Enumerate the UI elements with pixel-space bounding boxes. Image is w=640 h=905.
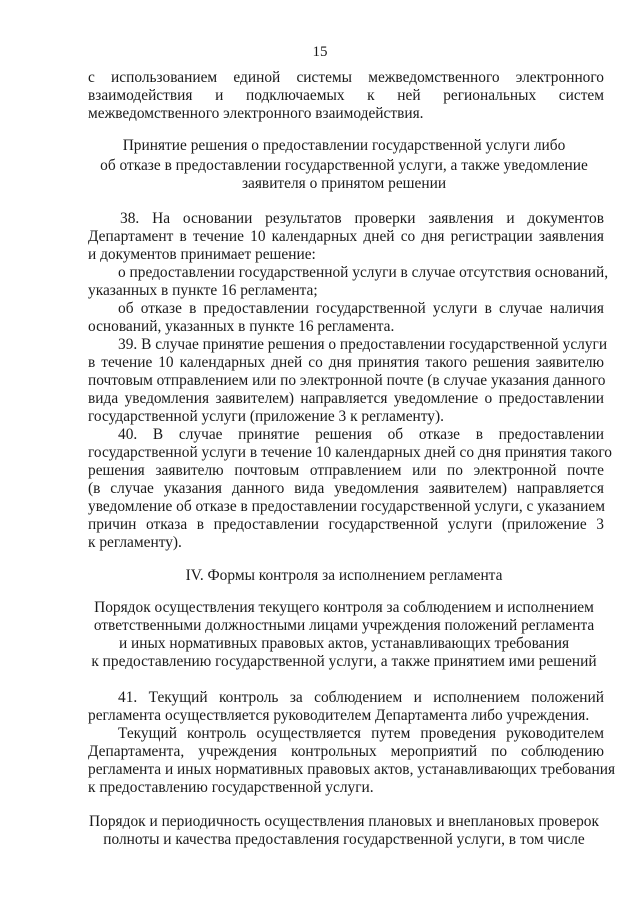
text-line: государственной услуги в течение 10 календарных дней со дня принятия такого (88, 444, 613, 461)
text-line: к регламенту). (88, 534, 182, 551)
text-line: об отказе в предоставлении государственной услуги в случае наличия (118, 300, 604, 317)
text-line: регламента осуществляется руководителем Департамента либо учреждения. (88, 707, 590, 724)
text-line: (в случае указания данного вида уведомления заявителем) направляется (88, 480, 604, 497)
text-line: 38. На основании результатов проверки заявления и документов (120, 210, 604, 227)
text-line: почтовым отправлением или по электронной почте (в случае указания данного (88, 372, 606, 389)
text-line: вида уведомления заявителем) направляется уведомление о предоставлении (88, 390, 604, 407)
text-line: указанных в пункте 16 регламента; (88, 282, 318, 299)
text-line: о предоставлении государственной услуги в случае отсутствия оснований, (118, 264, 609, 281)
text-line: в течение 10 календарных дней со дня принятия такого решения заявителю (88, 354, 604, 371)
section-heading-line: Порядок осуществления текущего контроля за соблюдением и исполнением (94, 599, 594, 616)
text-line: причин отказа в предоставлении государственной услуги (приложение 3 (88, 516, 604, 533)
text-line: Текущий контроль осуществляется путем проведения руководителем (118, 725, 604, 742)
text-line: 39. В случае принятие решения о предоставлении государственной услуги (118, 336, 608, 353)
text-line: регламента и иных нормативных правовых актов, устанавливающих требования (88, 761, 616, 778)
text-line: государственной услуги (приложение 3 к регламенту). (88, 408, 444, 425)
text-line: Департамента, учреждения контрольных мероприятий по соблюдению (88, 743, 604, 760)
text-line: взаимодействия и подключаемых к ней региональных систем (88, 87, 604, 104)
section-heading-line: ответственными должностными лицами учреждения положений регламента (93, 617, 595, 634)
text-line: решения заявителю почтовым отправлением или по электронной почте (88, 462, 604, 479)
text-line: с использованием единой системы межведомственного электронного (88, 69, 604, 86)
text-line: 40. В случае принятие решения об отказе в предоставлении (118, 426, 604, 443)
section-heading-line: Порядок и периодичность осуществления плановых и внеплановых проверок (89, 813, 599, 830)
text-line: к предоставлению государственной услуги. (88, 779, 374, 796)
text-line: оснований, указанных в пункте 16 регламента. (88, 318, 395, 335)
text-line: 41. Текущий контроль за соблюдением и исполнением положений (118, 689, 604, 706)
text-line: и документов принимает решение: (88, 246, 316, 263)
section-heading-line: Принятие решения о предоставлении государственной услуги либо (122, 137, 566, 154)
page-number: 15 (312, 44, 328, 60)
text-line: уведомление об отказе в предоставлении государственной услуги, с указанием (88, 498, 605, 515)
section-heading-line: к предоставлению государственной услуги, а также принятием ими решений (91, 653, 597, 670)
text-line: межведомственного электронного взаимодействия. (88, 105, 424, 122)
section-heading-line: полноты и качества предоставления государственной услуги, в том числе (103, 831, 585, 848)
chapter-heading: IV. Формы контроля за исполнением регламента (185, 567, 503, 584)
section-heading-line: заявителя о принятом решении (241, 175, 447, 192)
section-heading-line: об отказе в предоставлении государственной услуги, а также уведомление (100, 157, 588, 174)
text-line: Департамент в течение 10 календарных дней со дня регистрации заявления (88, 228, 604, 245)
section-heading-line: и иных нормативных правовых актов, устанавливающих требования (118, 635, 570, 652)
